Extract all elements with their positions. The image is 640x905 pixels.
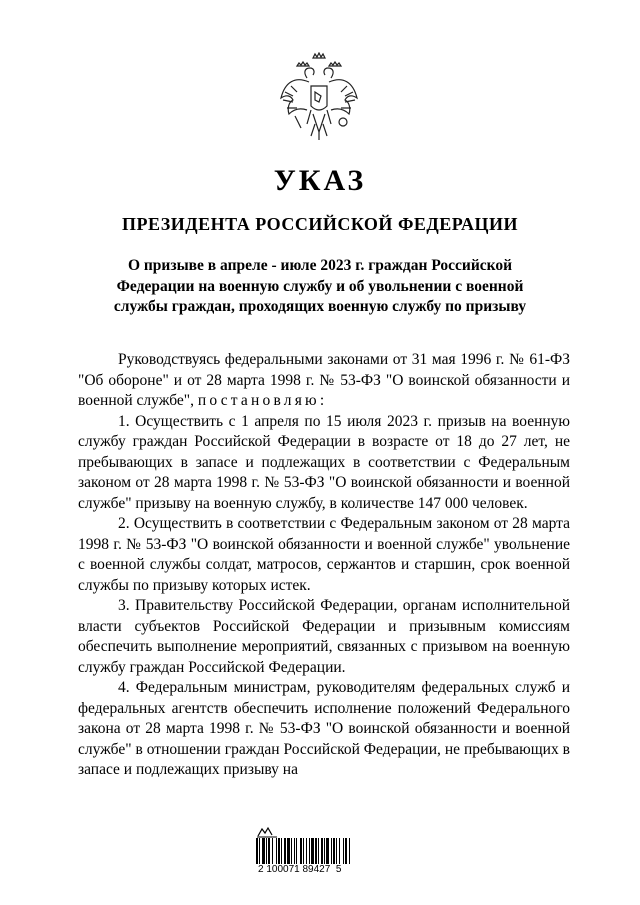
barcode-bar [256, 838, 258, 864]
barcode-bar [259, 838, 260, 864]
preamble-text: Руководствуясь федеральными законами от 31 мая 1996 г. № 61-ФЗ "Об обороне" и от 28 марта 1998 г. № 53-ФЗ "О воинской обязанности и военной службе", [78, 351, 570, 409]
decree-word: постановляю: [197, 392, 328, 409]
barcode-bar [318, 838, 319, 864]
paragraph-1: 1. Осуществить с 1 апреля по 15 июля 2023 г. призыв на военную службу граждан Российской Федерации в возрасте от 18 до 27 лет, не пребывающих в запасе и подлежащих в соответствии с Федеральным законом от 28 марта 1998 г. № 53-ФЗ "О воинской обязанности и военной службе" призыву на военную службу, в количестве 147 000 человек. [78, 412, 570, 512]
decree-subtitle: ПРЕЗИДЕНТА РОССИЙСКОЙ ФЕДЕРАЦИИ [122, 214, 518, 234]
barcode-bar [345, 838, 347, 864]
paragraph-3: 3. Правительству Российской Федерации, органам исполнительной власти субъектов Российской Федерации и призывным комиссиям обеспечить выполнение мероприятий, связанных с призывом на военную службу граждан Российской Федерации. [78, 597, 570, 676]
barcode-bar [315, 838, 317, 864]
barcode-bar [284, 838, 286, 864]
barcode-bar [343, 838, 344, 864]
barcode-bar [333, 838, 335, 864]
barcode-bar [262, 838, 265, 864]
barcode-bar [266, 838, 267, 864]
barcode-bar [303, 838, 304, 864]
barcode-area [254, 826, 384, 878]
barcode-bar [336, 838, 337, 864]
barcode-bar [324, 838, 325, 864]
decree-body [78, 350, 570, 781]
barcode-bar [326, 838, 329, 864]
barcode-number: 2 100071 89427 5 [258, 864, 342, 875]
barcode-bar [272, 838, 273, 864]
decree-heading: О призыве в апреле - июле 2023 г. граждан Российской Федерации на военную службу и об увольнении с военной службы граждан, проходящих военную службу по призыву [113, 257, 527, 315]
barcode-bar [268, 838, 270, 864]
barcode-bar [294, 838, 295, 864]
barcode-bar [281, 838, 282, 864]
barcode-bar [349, 838, 350, 864]
paragraph-4: 4. Федеральным министрам, руководителям федеральных служб и федеральных агентств обеспечить исполнение положений Федерального закона от 28 марта 1998 г. № 53-ФЗ "О воинской обязанности и военной службе" в отношении граждан Российской Федерации, не пребывающих в запасе и подлежащих призыву на [78, 679, 570, 778]
decree-title: УКАЗ [273, 164, 367, 197]
barcode-bar [300, 838, 302, 864]
preamble-paragraph [78, 350, 570, 412]
barcode-bar [278, 838, 280, 864]
barcode-bar [306, 838, 307, 864]
barcode-bar [331, 838, 332, 864]
barcode-bar [309, 838, 310, 864]
barcode-bar [287, 838, 290, 864]
barcode-bar [276, 838, 277, 864]
barcode-bar [296, 838, 297, 864]
barcode-bar [339, 838, 340, 864]
barcode-bar [291, 838, 292, 864]
printer-logo-icon [256, 826, 278, 838]
barcode [254, 838, 380, 864]
paragraph-2: 2. Осуществить в соответствии с Федеральным законом от 28 марта 1998 г. № 53-ФЗ "О воинской обязанности и военной службе" увольнение с военной службы солдат, матросов, сержантов и старшин, срок военной службы по призыву которых истек. [78, 515, 570, 594]
barcode-bar [311, 838, 314, 864]
state-emblem-icon [277, 52, 361, 148]
barcode-bar [321, 838, 323, 864]
